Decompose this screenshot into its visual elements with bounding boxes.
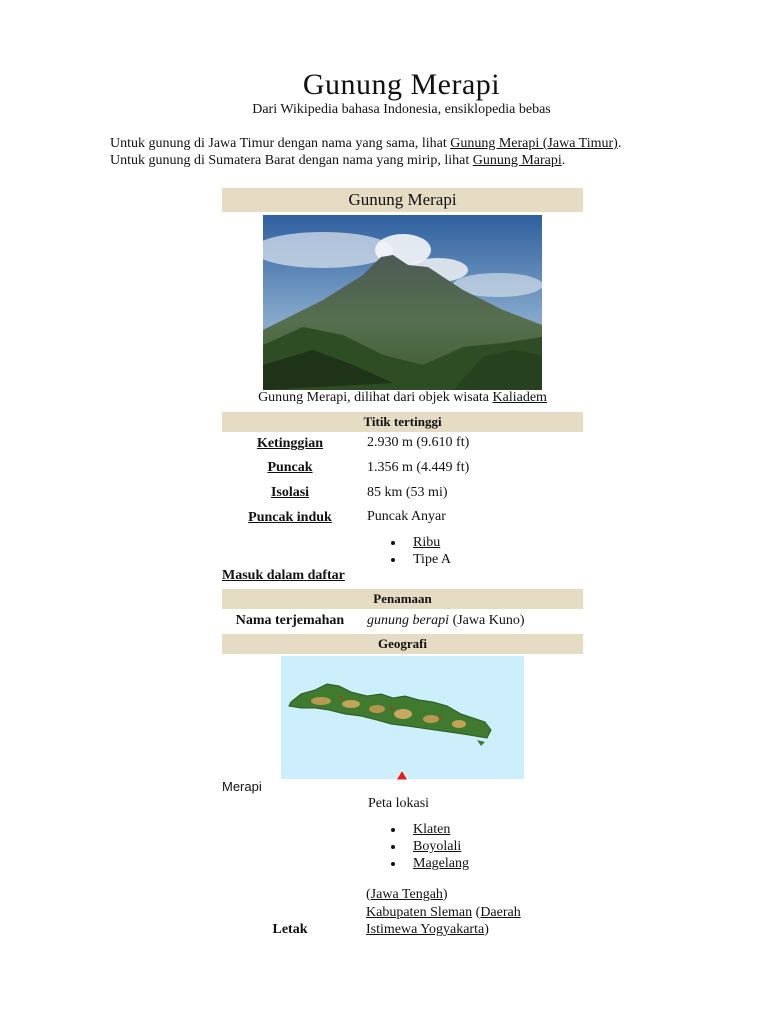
hatnote-jawa-timur (110, 136, 621, 152)
link-boyolali[interactable]: Boyolali (413, 839, 462, 854)
value-isolasi: 85 km (53 mi) (367, 485, 448, 500)
label-nama-terjemahan: Nama terjemahan (235, 613, 345, 628)
map-caption: Peta lokasi (368, 796, 430, 811)
map-marker-label: Merapi (222, 779, 262, 794)
page-subtitle: Dari Wikipedia bahasa Indonesia, ensiklopedia bebas (252, 102, 551, 117)
page-title: Gunung Merapi (302, 68, 501, 101)
value-puncak: 1.356 m (4.449 ft) (367, 460, 470, 475)
caption-text: Gunung Merapi, dilihat dari objek wisata (258, 390, 493, 405)
hatnote-sumatera-barat (110, 153, 565, 169)
link-klaten[interactable]: Klaten (413, 822, 451, 837)
location-line-sleman (366, 905, 521, 921)
location-marker-icon[interactable] (395, 768, 409, 786)
section-titik-tertinggi: Titik tertinggi (222, 412, 583, 432)
value-ketinggian: 2.930 m (9.610 ft) (367, 435, 470, 450)
label-puncak-induk[interactable]: Puncak induk (248, 510, 332, 525)
paren: ) (484, 922, 489, 937)
paren: ( (366, 887, 371, 902)
section-geografi: Geografi (222, 634, 583, 654)
label-puncak[interactable]: Puncak (267, 460, 313, 475)
hatnote-text: Untuk gunung di Sumatera Barat dengan nama yang mirip, lihat (110, 153, 473, 168)
link-magelang[interactable]: Magelang (413, 856, 469, 871)
label-masuk-dalam-daftar[interactable]: Masuk dalam daftar (222, 568, 345, 583)
section-penamaan: Penamaan (222, 589, 583, 609)
list-item (367, 821, 469, 838)
list-item (367, 855, 469, 872)
link-gunung-marapi[interactable]: Gunung Marapi (472, 153, 562, 168)
list-item (367, 534, 451, 551)
link-istimewa-yogyakarta[interactable]: Istimewa Yogyakarta (366, 922, 485, 937)
link-ribu[interactable]: Ribu (413, 535, 441, 550)
location-bullets (367, 821, 469, 872)
hatnote-text: Untuk gunung di Jawa Timur dengan nama yang sama, lihat (110, 136, 451, 151)
mountain-photo-icon (263, 215, 542, 390)
list-item (367, 838, 469, 855)
infobox-title: Gunung Merapi (222, 188, 583, 212)
label-ketinggian[interactable]: Ketinggian (256, 436, 324, 451)
value-puncak-induk: Puncak Anyar (367, 509, 446, 524)
link-gunung-merapi-jawa-timur[interactable]: Gunung Merapi (Jawa Timur) (450, 136, 618, 151)
link-kabupaten-sleman[interactable]: Kabupaten Sleman (366, 905, 473, 920)
location-line-yogyakarta (366, 922, 489, 938)
value-rest: (Jawa Kuno) (449, 613, 525, 628)
paren: ( (472, 905, 481, 920)
link-jawa-tengah[interactable]: Jawa Tengah (370, 887, 443, 902)
location-line-jawa-tengah (366, 887, 448, 903)
hatnote-period: . (617, 136, 622, 151)
paren: ) (442, 887, 448, 902)
hatnote-period: . (561, 153, 566, 168)
link-daerah-istimewa[interactable]: Daerah (480, 905, 521, 920)
label-isolasi[interactable]: Isolasi (270, 485, 310, 500)
value-italic: gunung berapi (367, 613, 450, 628)
value-nama-terjemahan (367, 613, 524, 629)
label-letak: Letak (272, 922, 308, 937)
list-item: Tipe A (367, 551, 451, 568)
photo-caption (222, 390, 583, 406)
java-island-map-icon[interactable] (281, 656, 524, 779)
link-kaliadem[interactable]: Kaliadem (492, 390, 547, 405)
listing-bullets (367, 534, 451, 568)
